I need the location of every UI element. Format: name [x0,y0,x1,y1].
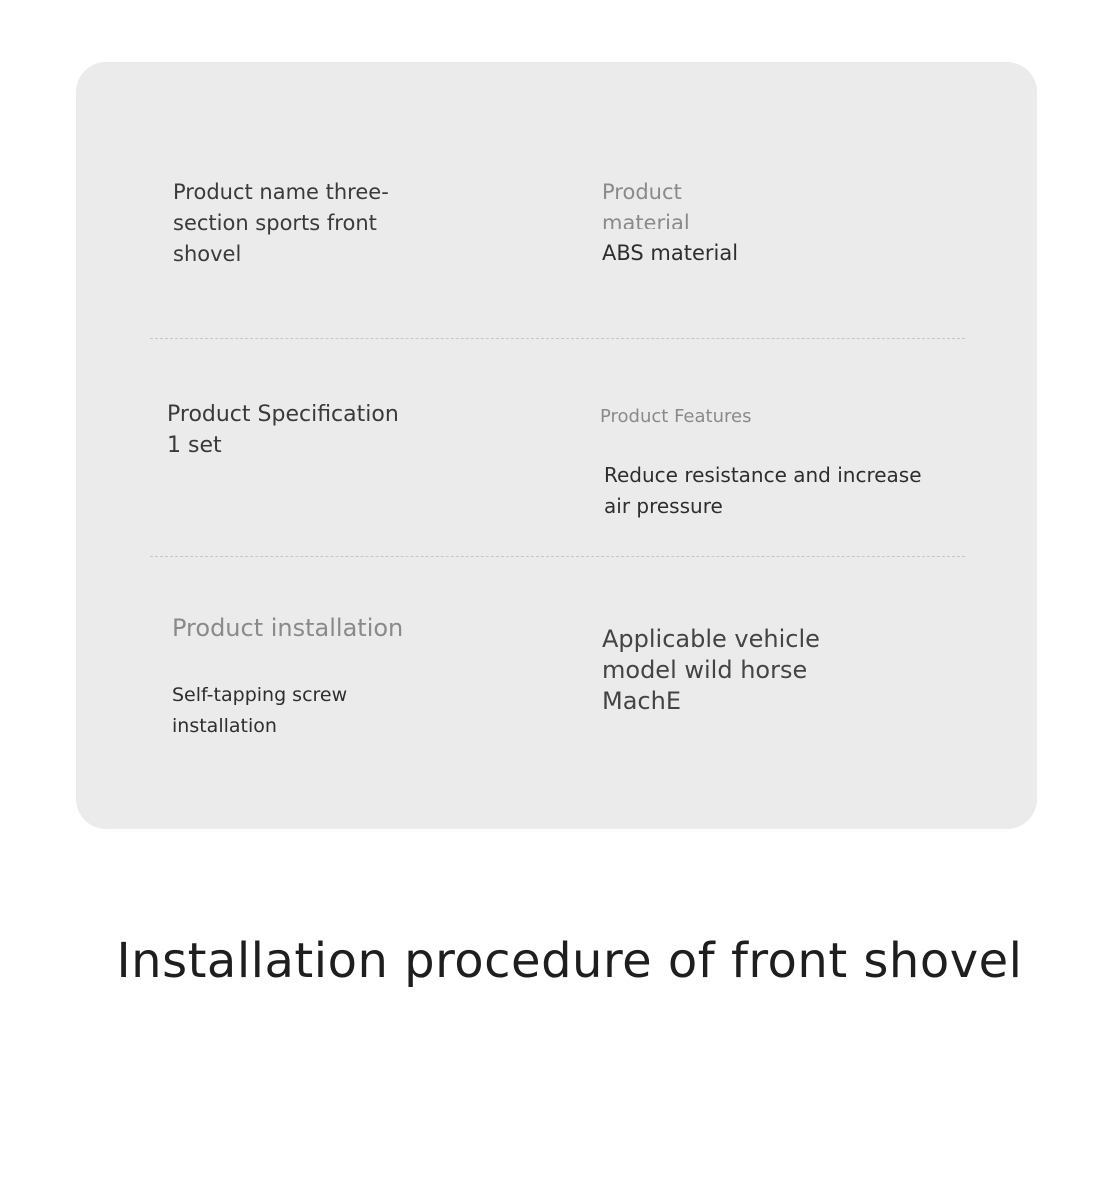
product-name-text: Product name three-section sports front shovel [173,180,389,266]
section-title: Installation procedure of front shovel [116,933,1023,989]
features-value: Reduce resistance and increase air pressure [604,463,922,518]
vehicle-model-text: Applicable vehicle model wild horse MachE [602,625,820,715]
row-divider [150,338,965,339]
installation-value: Self-tapping screw installation [172,684,348,737]
material-label: Product material [602,180,690,229]
row-divider [150,556,965,557]
material-value: ABS material [602,241,739,265]
product-specification-text: Product Specification 1 set [167,402,399,458]
features-label: Product Features [600,406,752,427]
product-spec-card [76,62,1037,829]
installation-label: Product installation [172,614,404,642]
